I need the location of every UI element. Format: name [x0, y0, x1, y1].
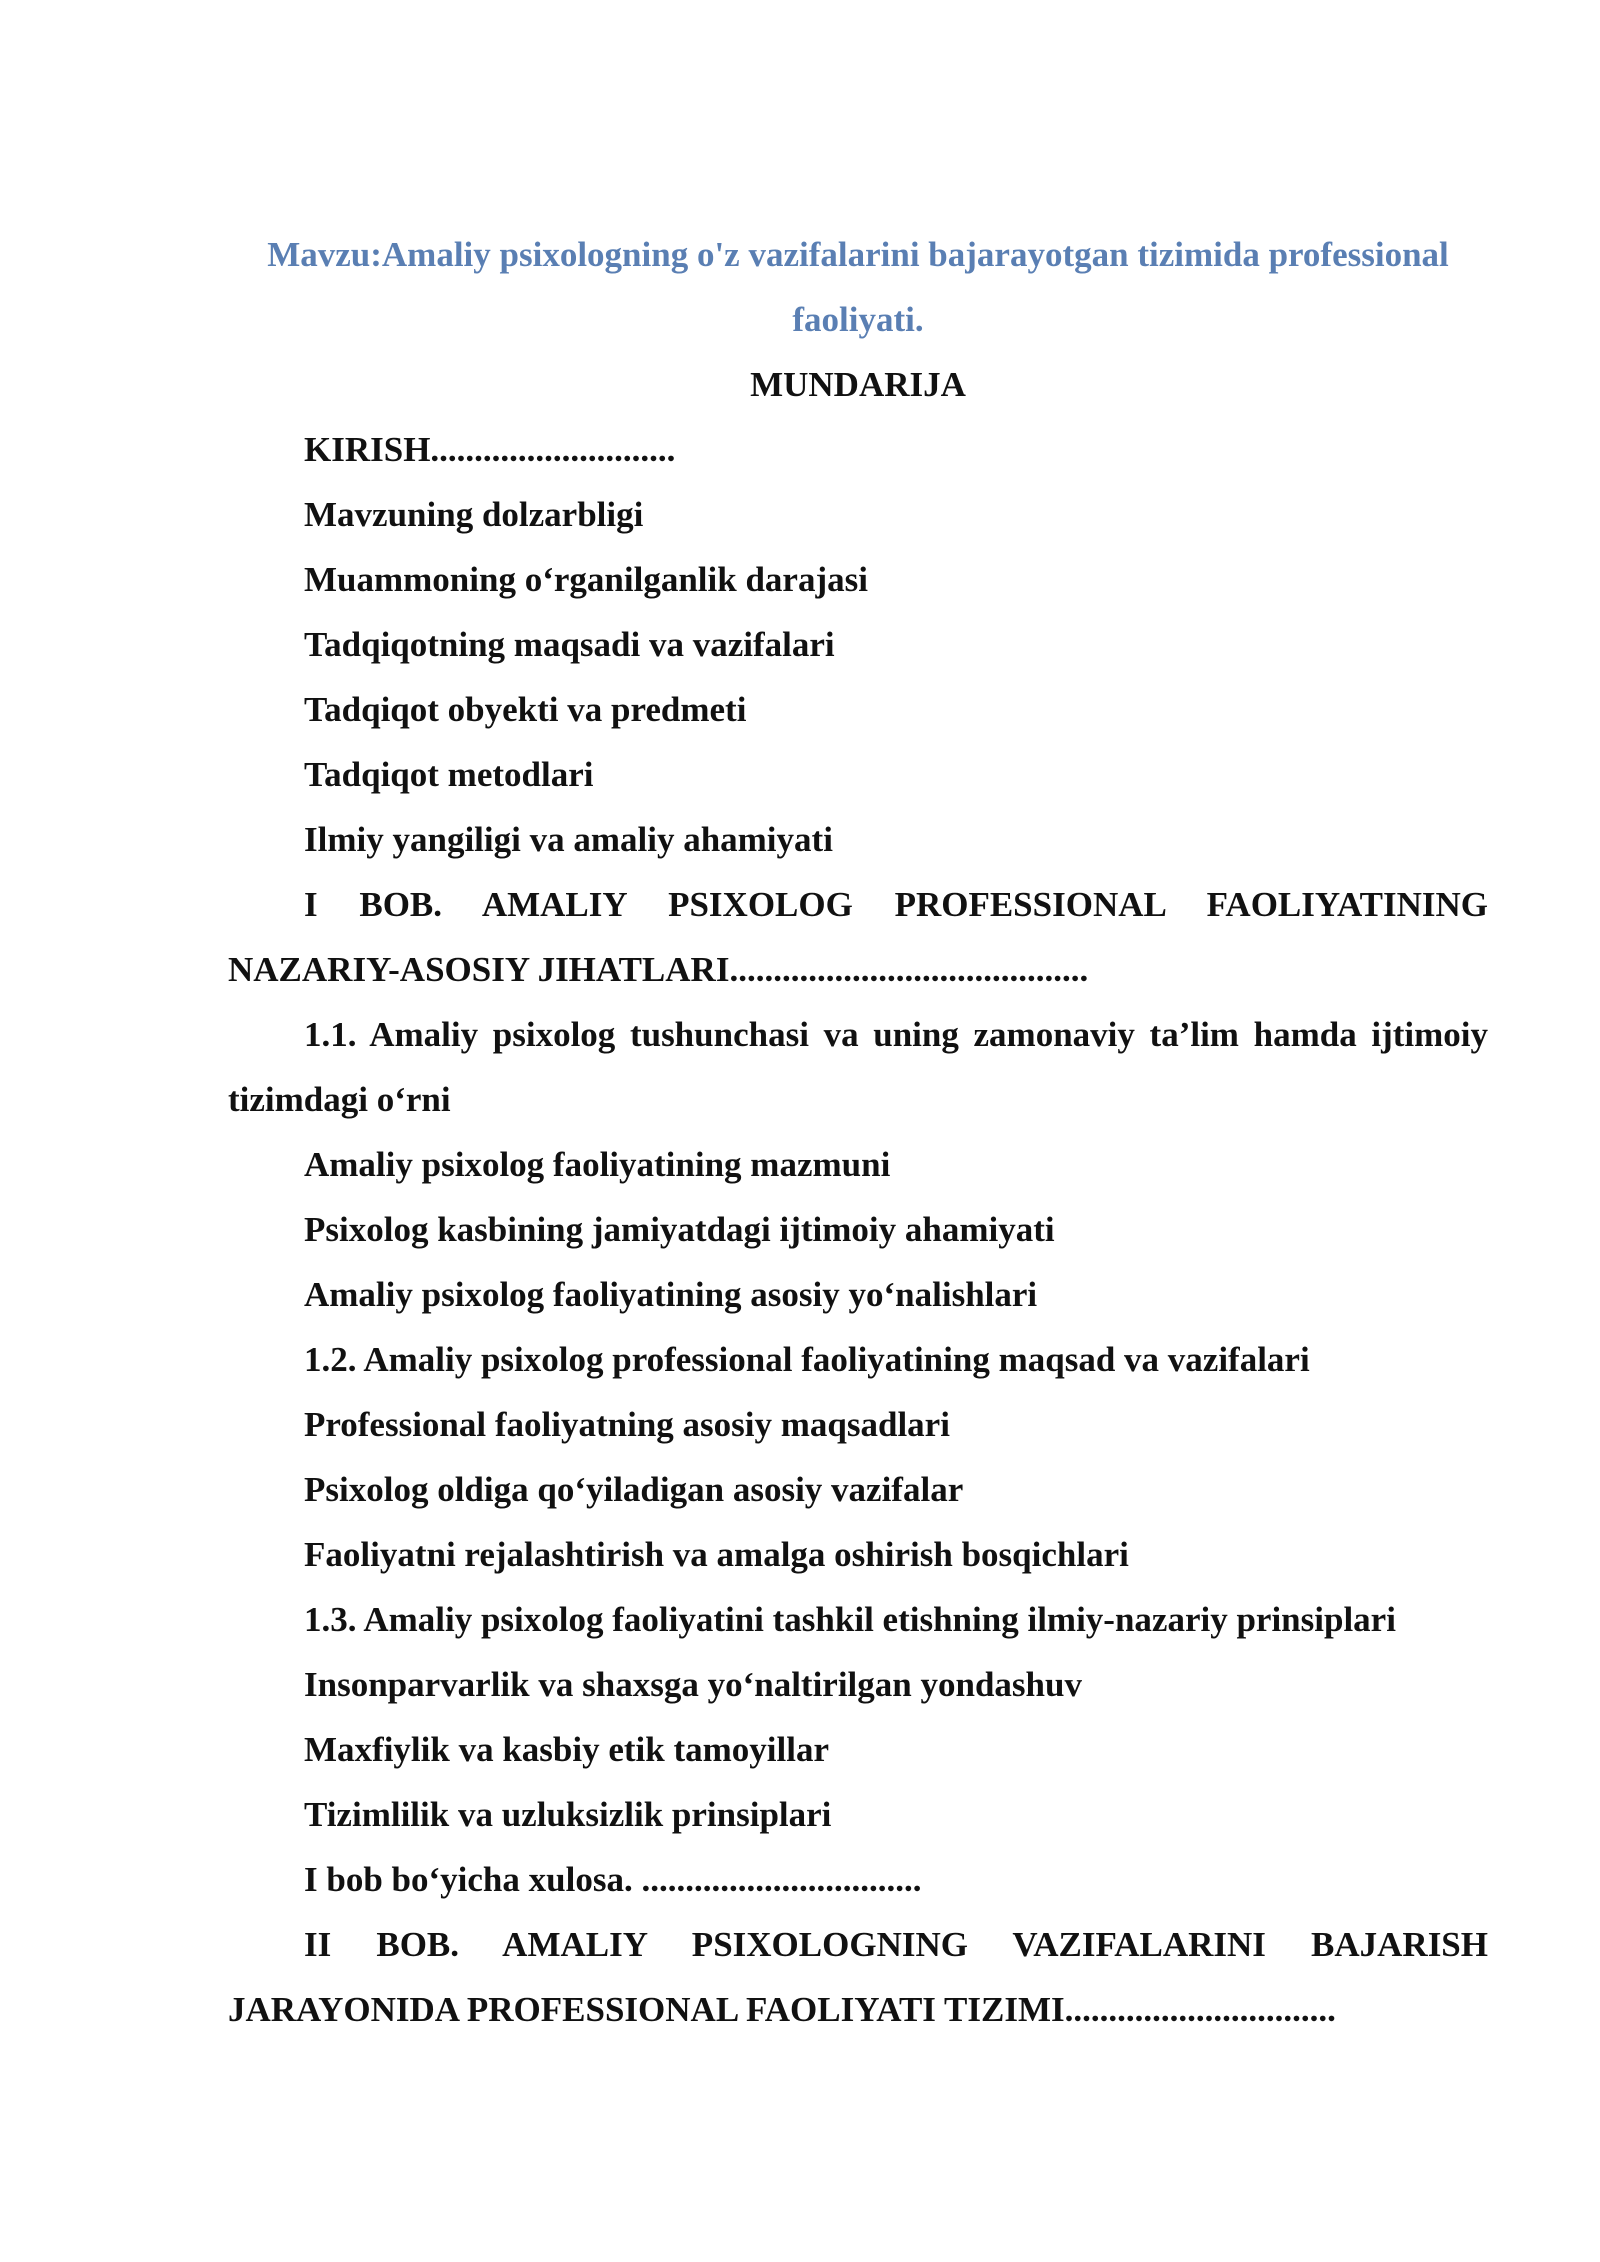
toc-entry-main-goals: Professional faoliyatning asosiy maqsadlari — [304, 1405, 950, 1444]
toc-entry-confidentiality: Maxfiylik va kasbiy etik tamoyillar — [304, 1730, 829, 1769]
toc-entry-methods: Tadqiqot metodlari — [304, 755, 594, 794]
toc-entry-introduction: KIRISH............................ — [304, 430, 676, 469]
toc-entry-section-1-3: 1.3. Amaliy psixolog faoliyatini tashkil etishning ilmiy-nazariy prinsiplari — [304, 1600, 1396, 1639]
toc-entry-chapter-1-conclusion: I bob bo‘yicha xulosa. ................................ — [304, 1860, 922, 1899]
toc-entry-directions: Amaliy psixolog faoliyatining asosiy yo‘nalishlari — [304, 1275, 1038, 1314]
topic-heading: Mavzu:Amaliy psixologning o'z vazifalarini bajarayotgan tizimida professional faoliyati. — [267, 235, 1449, 339]
table-of-contents — [228, 417, 1488, 2042]
toc-entry-chapter-1: I BOB. AMALIY PSIXOLOG PROFESSIONAL FAOLIYATINING NAZARIY-ASOSIY JIHATLARI......................................... — [228, 885, 1488, 989]
toc-entry-novelty: Ilmiy yangiligi va amaliy ahamiyati — [304, 820, 833, 859]
toc-entry-goals: Tadqiqotning maqsadi va vazifalari — [304, 625, 835, 664]
toc-entry-object-subject: Tadqiqot obyekti va predmeti — [304, 690, 747, 729]
toc-entry-section-1-2: 1.2. Amaliy psixolog professional faoliyatining maqsad va vazifalari — [304, 1340, 1310, 1379]
toc-entry-content: Amaliy psixolog faoliyatining mazmuni — [304, 1145, 891, 1184]
toc-entry-social-importance: Psixolog kasbining jamiyatdagi ijtimoiy ahamiyati — [304, 1210, 1055, 1249]
toc-title: MUNDARIJA — [750, 365, 966, 404]
toc-entry-section-1-1: 1.1. Amaliy psixolog tushunchasi va uning zamonaviy ta’lim hamda ijtimoiy tizimdagi o‘rni — [228, 1015, 1488, 1119]
toc-entry-systematicity: Tizimlilik va uzluksizlik prinsiplari — [304, 1795, 832, 1834]
toc-entry-relevance: Mavzuning dolzarbligi — [304, 495, 644, 534]
toc-entry-planning-stages: Faoliyatni rejalashtirish va amalga oshirish bosqichlari — [304, 1535, 1129, 1574]
toc-entry-main-tasks: Psixolog oldiga qo‘yiladigan asosiy vazifalar — [304, 1470, 964, 1509]
toc-entry-humanism: Insonparvarlik va shaxsga yo‘naltirilgan yondashuv — [304, 1665, 1082, 1704]
toc-entry-chapter-2: II BOB. AMALIY PSIXOLOGNING VAZIFALARINI BAJARISH JARAYONIDA PROFESSIONAL FAOLIYATI TIZIMI............................... — [228, 1925, 1488, 2029]
toc-entry-study-level: Muammoning o‘rganilganlik darajasi — [304, 560, 868, 599]
